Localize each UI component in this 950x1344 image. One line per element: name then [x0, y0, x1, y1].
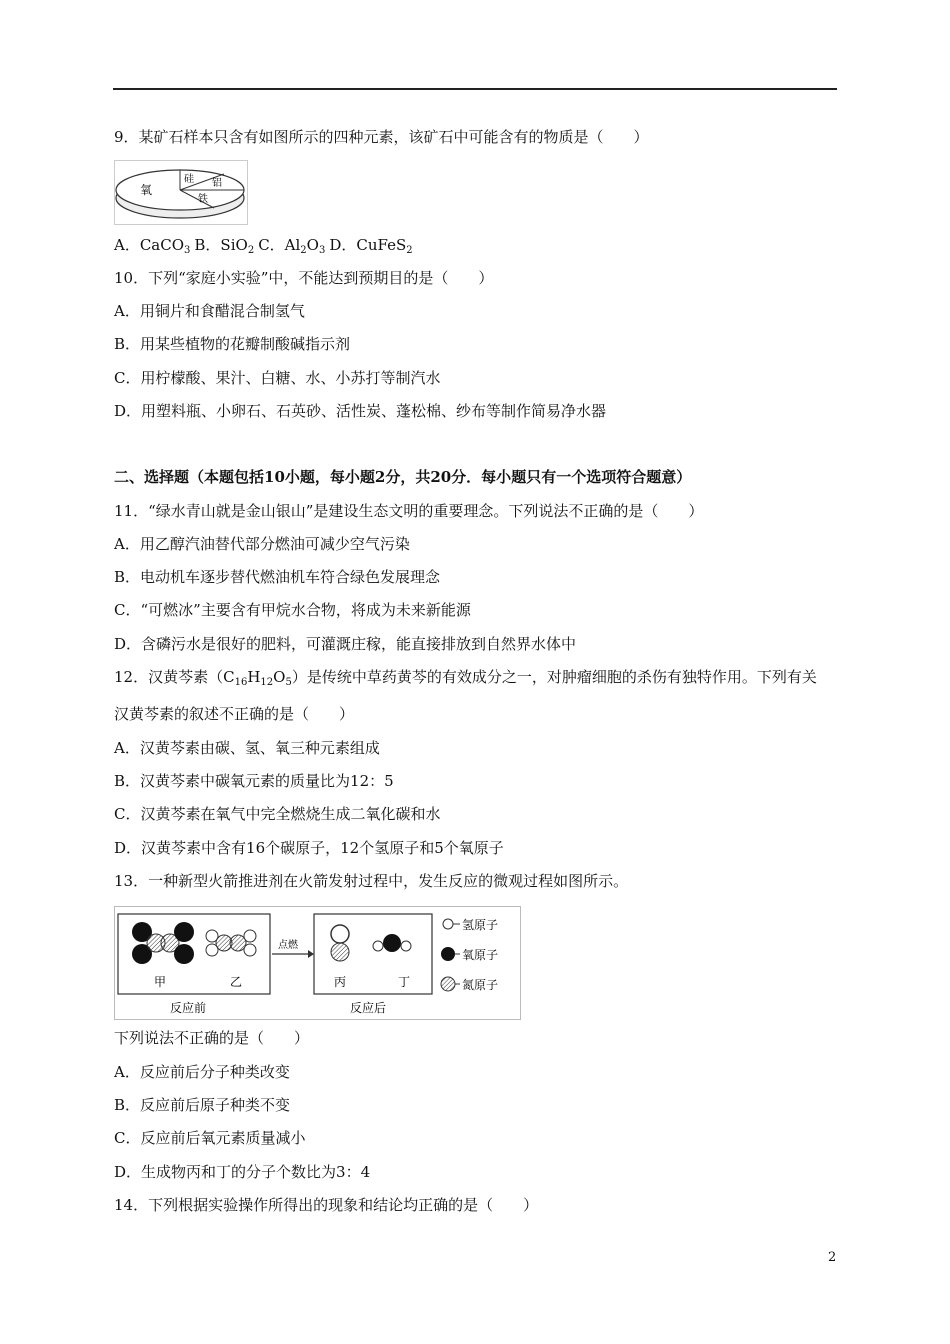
pie-label-silicon: 硅: [184, 174, 194, 185]
label-after: 反应后: [350, 1001, 387, 1015]
q9-option-c: C．$Al_2O_3$: [258, 236, 326, 256]
q10-stem: 10．下列“家庭小实验”中，不能达到预期目的是（ ）: [114, 269, 494, 287]
q10-option-d: D．用塑料瓶、小卵石、石英砂、活性炭、蓬松棉、纱布等制作简易净水器: [114, 402, 607, 420]
q13-stem: 13．一种新型火箭推进剂在火箭发射过程中，发生反应的微观过程如图所示。: [114, 872, 629, 890]
legend-hydrogen-label: 氢原子: [462, 918, 499, 932]
q13-option-a: A．反应前后分子种类改变: [114, 1063, 290, 1081]
label-ding: 丁: [398, 975, 411, 989]
label-jia: 甲: [154, 975, 167, 989]
label-before: 反应前: [170, 1001, 207, 1015]
q13-option-d: D．生成物丙和丁的分子个数比为3：4: [114, 1163, 371, 1181]
legend-hydrogen-icon: [443, 919, 453, 929]
arrow-label-ignite: 点燃: [278, 940, 298, 951]
label-yi: 乙: [230, 975, 243, 989]
molecule-yi: [206, 930, 256, 956]
q11-option-a: A．用乙醇汽油替代部分燃油可减少空气污染: [114, 535, 410, 553]
reaction-diagram: [114, 906, 522, 1021]
pie-label-oxygen: 氧: [140, 183, 153, 197]
molecule-bing: [331, 925, 349, 961]
legend-oxygen-icon: [441, 947, 455, 961]
q10-option-c: C．用柠檬酸、果汁、白糖、水、小苏打等制汽水: [114, 369, 441, 387]
legend-oxygen-label: 氧原子: [462, 948, 499, 962]
molecule-ding: [373, 934, 411, 952]
q11-option-b: B．电动机车逐步替代燃油机车符合绿色发展理念: [114, 568, 441, 586]
q12-stem-line2: 汉黄芩素的叙述不正确的是（ ）: [114, 705, 355, 723]
q9-options: [114, 235, 413, 255]
q9-stem: 9．某矿石样本只含有如图所示的四种元素，该矿石中可能含有的物质是（ ）: [114, 128, 649, 146]
q12-option-d: D．汉黄芩素中含有16个碳原子，12个氢原子和5个氧原子: [114, 839, 504, 857]
q10-option-a: A．用铜片和食醋混合制氢气: [114, 302, 305, 320]
q10-option-b: B．用某些植物的花瓣制酸碱指示剂: [114, 335, 351, 353]
header-rule: [113, 88, 837, 90]
section2-heading: 二、选择题（本题包括10小题，每小题2分，共20分．每小题只有一个选项符合题意）: [114, 468, 692, 486]
q13-reaction-figure: [114, 906, 522, 1021]
q12-option-c: C．汉黄芩素在氧气中完全燃烧生成二氧化碳和水: [114, 805, 441, 823]
molecule-jia: [132, 922, 194, 964]
q9-option-b: B．SiO$_2$: [194, 236, 255, 256]
legend-nitrogen-icon: [441, 977, 455, 991]
q13-option-b: B．反应前后原子种类不变: [114, 1096, 291, 1114]
q13-question: 下列说法不正确的是（ ）: [114, 1029, 310, 1047]
q11-option-d: D．含磷污水是很好的肥料，可灌溉庄稼，能直接排放到自然界水体中: [114, 635, 577, 653]
q14-stem: 14．下列根据实验操作所得出的现象和结论均正确的是（ ）: [114, 1196, 539, 1214]
q12-stem-line1: 12．汉黄芩素$(C_{16}H_{12}O_5)$是传统中草药黄芩的有效成分之一，对肿瘤细胞的杀伤有独特作用。下列有关: [114, 668, 817, 688]
legend-nitrogen-label: 氮原子: [462, 978, 499, 992]
label-bing: 丙: [334, 975, 347, 989]
q9-option-d: D．CuFeS$_2$: [329, 236, 413, 256]
legend: [441, 918, 498, 992]
pie-label-aluminum: 铝: [212, 178, 222, 189]
q11-stem: 11．“绿水青山就是金山银山”是建设生态文明的重要理念。下列说法不正确的是（ ）: [114, 502, 704, 520]
q11-option-c: C．“可燃冰”主要含有甲烷水合物，将成为未来新能源: [114, 601, 471, 619]
element-pie-chart: [114, 160, 250, 226]
page-number: 2: [828, 1250, 837, 1265]
q9-pie-figure: [114, 160, 250, 226]
q12-option-a: A．汉黄芩素由碳、氢、氧三种元素组成: [114, 739, 380, 757]
q12-option-b: B．汉黄芩素中碳氧元素的质量比为12：5: [114, 772, 394, 790]
pie-label-iron: 铁: [198, 194, 208, 205]
q9-option-a: A．CaCO$_3$: [114, 236, 191, 256]
q13-option-c: C．反应前后氧元素质量减小: [114, 1129, 306, 1147]
